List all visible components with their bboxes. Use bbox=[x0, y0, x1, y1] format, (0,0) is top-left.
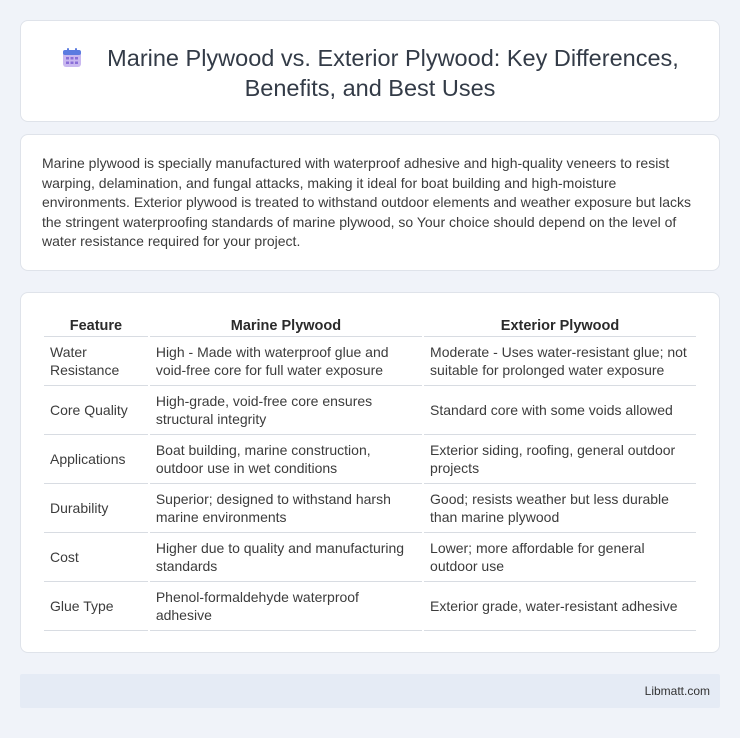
table-header-row bbox=[44, 315, 696, 337]
exterior-cell: Good; resists weather but less durable than marine plywood bbox=[424, 484, 696, 533]
table-row bbox=[44, 484, 696, 533]
exterior-cell: Moderate - Uses water-resistant glue; not suitable for prolonged water exposure bbox=[424, 337, 696, 386]
table-row bbox=[44, 337, 696, 386]
exterior-cell: Lower; more affordable for general outdoor use bbox=[424, 533, 696, 582]
table-row bbox=[44, 435, 696, 484]
footer bbox=[20, 674, 720, 708]
exterior-cell: Exterior siding, roofing, general outdoor projects bbox=[424, 435, 696, 484]
feature-cell: Durability bbox=[44, 484, 148, 533]
feature-cell: Applications bbox=[44, 435, 148, 484]
feature-cell: Core Quality bbox=[44, 386, 148, 435]
header-feature: Feature bbox=[44, 315, 148, 337]
marine-cell: Higher due to quality and manufacturing standards bbox=[150, 533, 422, 582]
exterior-cell: Exterior grade, water-resistant adhesive bbox=[424, 582, 696, 631]
marine-cell: High-grade, void-free core ensures structural integrity bbox=[150, 386, 422, 435]
title-card bbox=[20, 20, 720, 122]
page-title bbox=[21, 43, 719, 103]
title-line-1: Marine Plywood vs. Exterior Plywood: Key Differences, bbox=[107, 45, 679, 71]
feature-cell: Glue Type bbox=[44, 582, 148, 631]
marine-cell: Boat building, marine construction, outdoor use in wet conditions bbox=[150, 435, 422, 484]
comparison-card bbox=[20, 292, 720, 653]
table-row bbox=[44, 386, 696, 435]
calendar-icon bbox=[61, 46, 83, 68]
header-marine: Marine Plywood bbox=[150, 315, 422, 337]
table-row bbox=[44, 582, 696, 631]
marine-cell: Phenol-formaldehyde waterproof adhesive bbox=[150, 582, 422, 631]
marine-cell: Superior; designed to withstand harsh marine environments bbox=[150, 484, 422, 533]
footer-brand[interactable]: Libmatt.com bbox=[644, 684, 710, 698]
header-exterior: Exterior Plywood bbox=[424, 315, 696, 337]
intro-paragraph: Marine plywood is specially manufactured with waterproof adhesive and high-quality veneers to resist warping, delamination, and fungal attacks, making it ideal for boat building and high-moisture environments. Exterior plywood is treated to withstand outdoor elements and weather exposure but lacks the stringent waterproofing standards of marine plywood, so Your choice should depend on the level of water resistance required for your project. bbox=[42, 155, 692, 249]
title-line-2: Benefits, and Best Uses bbox=[244, 75, 496, 101]
feature-cell: Cost bbox=[44, 533, 148, 582]
comparison-table bbox=[42, 315, 698, 631]
exterior-cell: Standard core with some voids allowed bbox=[424, 386, 696, 435]
intro-card bbox=[20, 134, 720, 271]
marine-cell: High - Made with waterproof glue and void-free core for full water exposure bbox=[150, 337, 422, 386]
table-row bbox=[44, 533, 696, 582]
feature-cell: Water Resistance bbox=[44, 337, 148, 386]
